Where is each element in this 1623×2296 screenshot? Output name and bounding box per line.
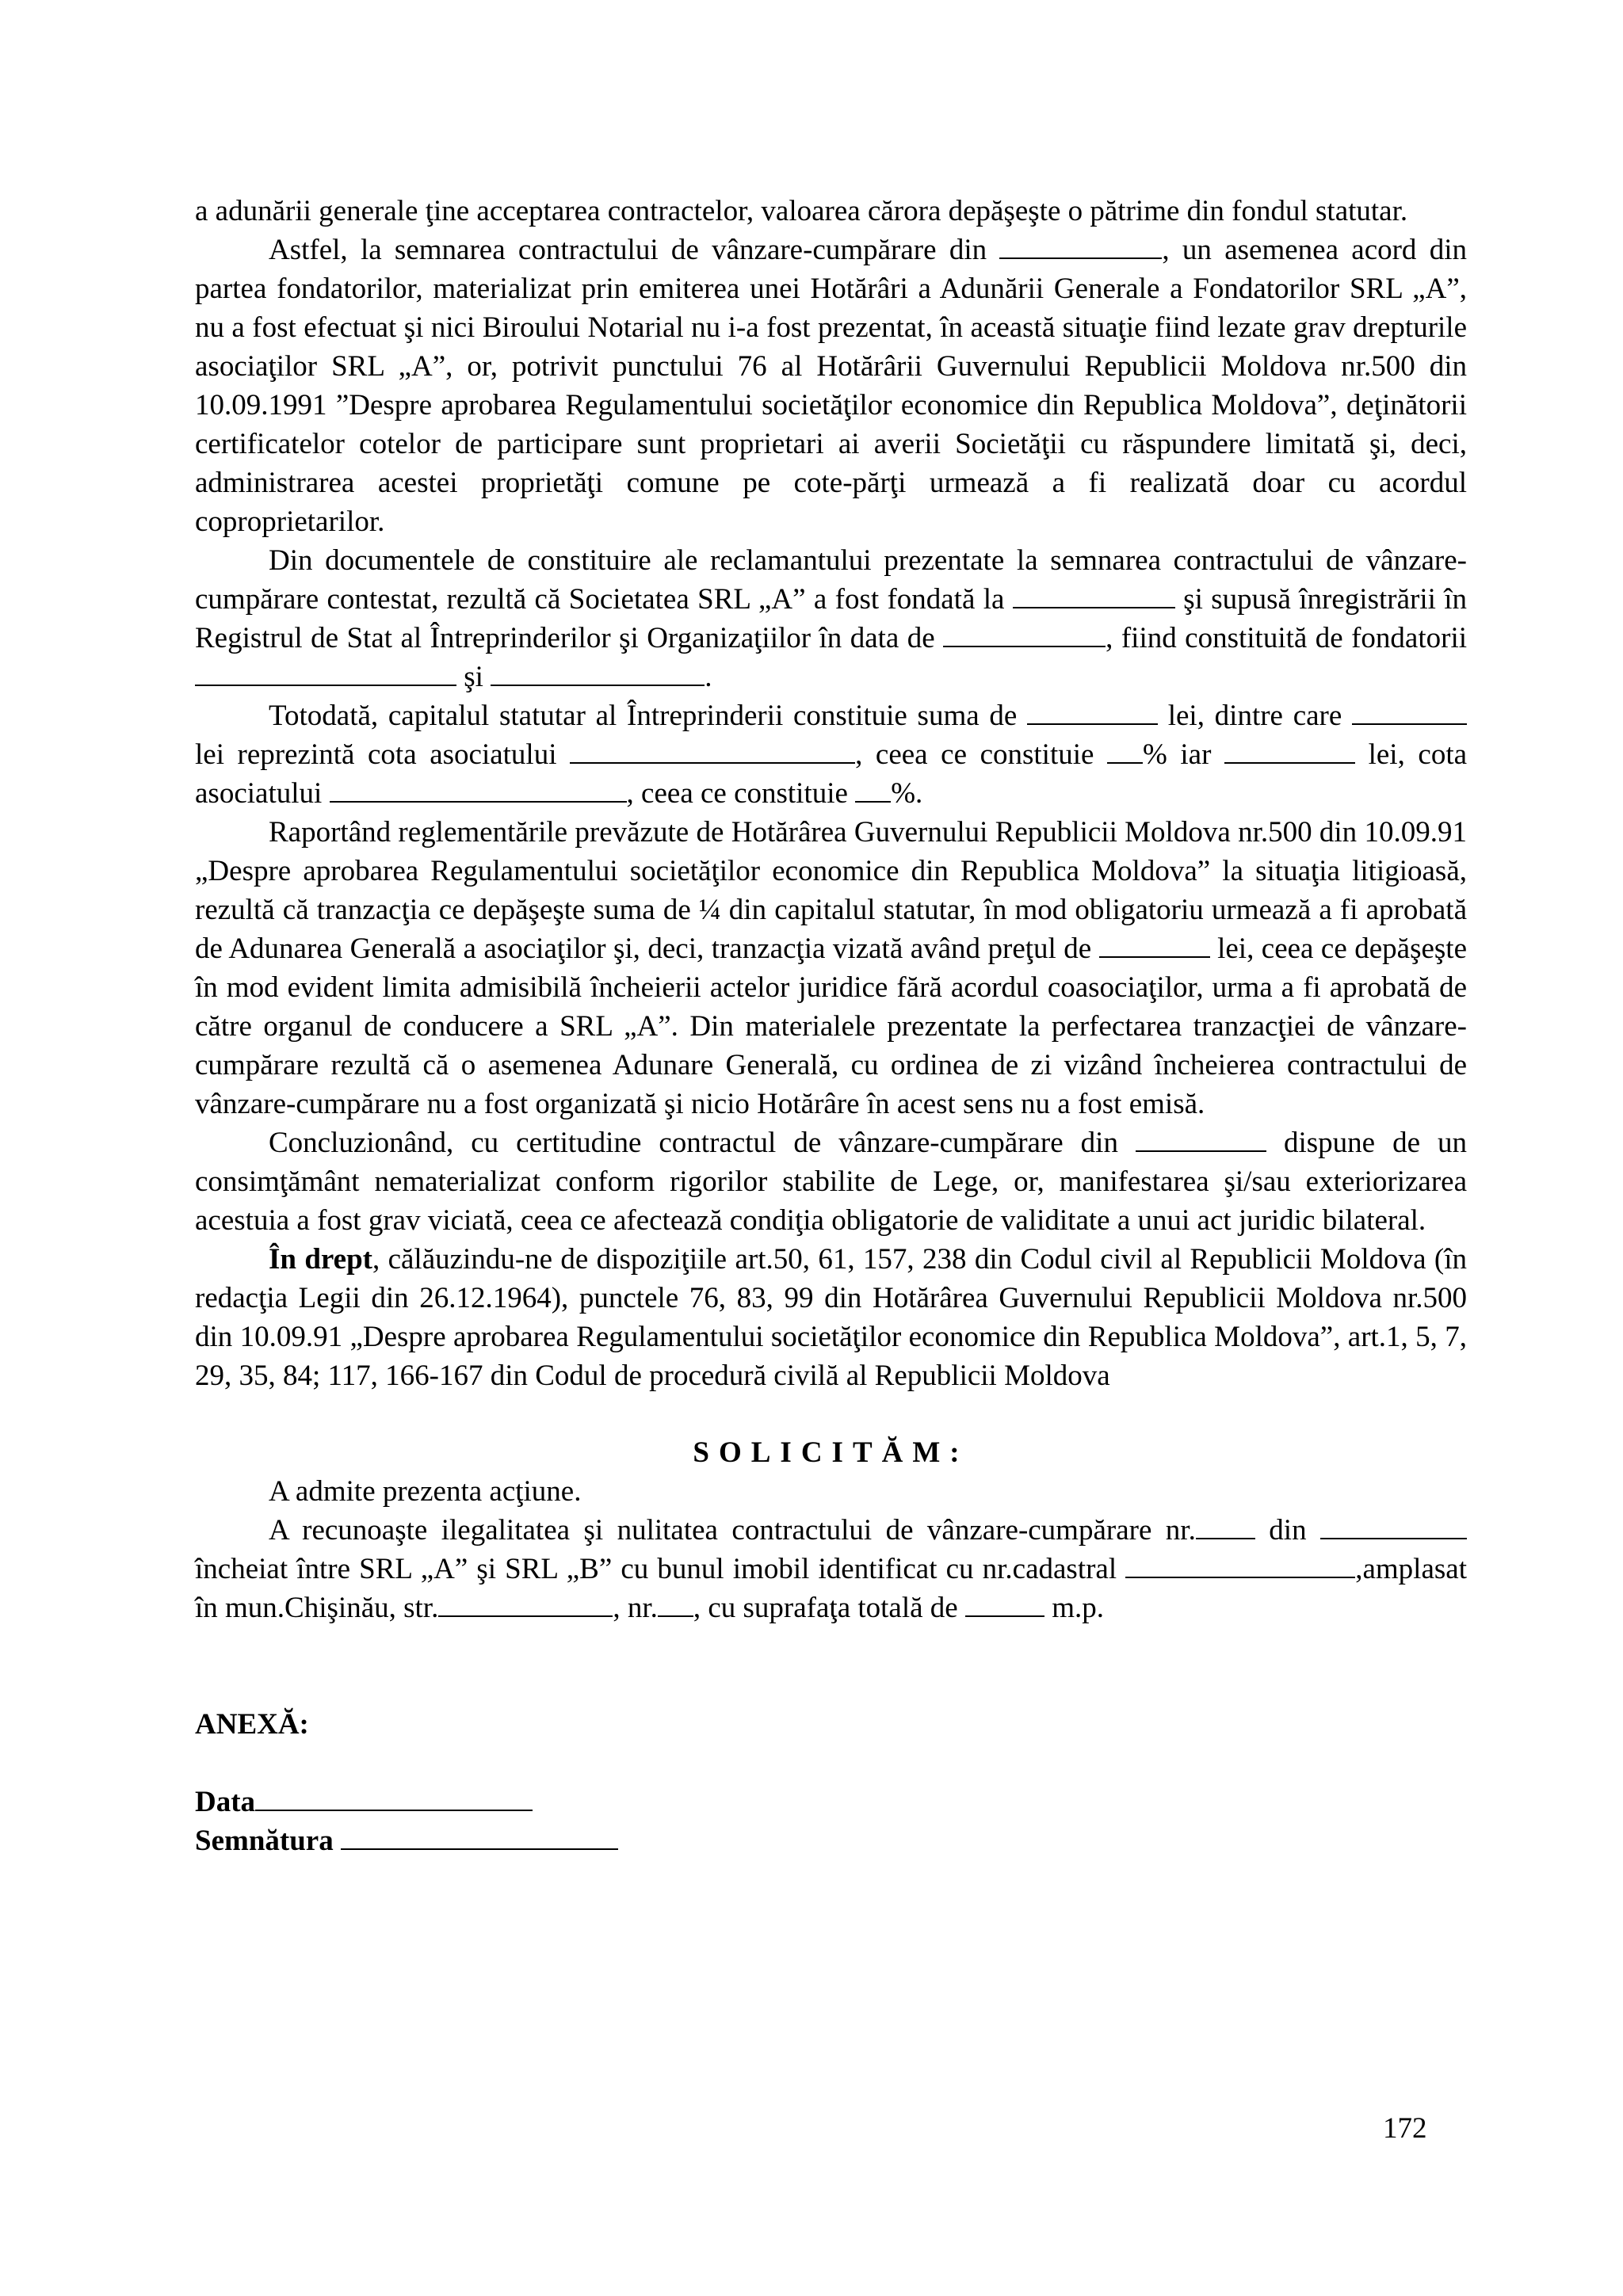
paragraph-text: Totodată, capitalul statutar al Întreprinderii constituie suma de	[269, 700, 1018, 732]
paragraph-text: m.p.	[1052, 1592, 1105, 1624]
annex-heading: ANEXĂ:	[195, 1708, 309, 1741]
blank-field-signing-date	[255, 1783, 533, 1811]
paragraph-text: din	[1269, 1514, 1307, 1547]
paragraph-text: Concluzionând, cu certitudine contractul de vânzare-cumpărare din	[269, 1127, 1118, 1159]
paragraph-text: .	[705, 661, 712, 693]
paragraph-text: , călăuzindu-ne de dispoziţiile art.50, 61, 157, 238 din Codul civil al Republicii Moldova (în redacţia Legii din 26.12.1964), punctele 76, 83, 99 din Hotărârea Guvernului Republicii Moldova nr.500 din 10.09.91 „Despre aprobarea Regulamentului societăţilor economice din Republica Moldova”, art.1, 5, 7, 29, 35, 84; 117, 166-167 din Codul de procedură civilă al Republicii Moldova	[195, 1243, 1467, 1392]
blank-field-founder-2	[491, 658, 705, 686]
paragraph-text: lei, ceea ce depăşeşte în mod evident limita admisibilă încheierii actelor juridice fără acordul coasociaţilor, urma a fi aprobată de către organul de conducere a SRL „A”. Din materialele prezentate la perfectarea tranzacţiei de vânzare-cumpărare rezultă că o asemenea Adunare Generală, cu ordinea de zi vizând încheierea contractului de vânzare-cumpărare nu a fost organizată şi nicio Hotărâre în acest sens nu a fost emisă.	[195, 933, 1467, 1120]
paragraph-text: , nr.	[613, 1592, 658, 1624]
blank-field-percent-1	[1107, 735, 1143, 764]
blank-field-contract-number	[1196, 1511, 1255, 1539]
blank-field-associate-2	[330, 774, 627, 803]
paragraph-signing-agreement	[195, 231, 1467, 541]
paragraph-text: , ceea ce constituie	[855, 738, 1094, 771]
blank-field-founding-date	[1013, 580, 1175, 608]
blank-field-percent-2	[855, 774, 891, 803]
paragraph-text: ,amplasat în mun.Chişinău, str.	[195, 1553, 1467, 1624]
blank-field-associate-1	[570, 735, 855, 764]
paragraph-text: A recunoaşte ilegalitatea şi nulitatea contractului de vânzare-cumpărare nr.	[269, 1514, 1196, 1547]
date-line	[195, 1783, 1467, 1821]
blank-field-cadastral-number	[1125, 1550, 1355, 1578]
paragraph-text: dispune de un consimţământ nematerializat conform rigorilor stabilite de Lege, or, manifestarea şi/sau exteriorizarea acestuia a fost grav viciată, ceea ce afectează condiţia obligatorie de validitate a unui act juridic bilateral.	[195, 1127, 1467, 1237]
date-label: Data	[195, 1786, 256, 1818]
paragraph-text: , ceea ce constituie	[626, 777, 848, 810]
signature-label: Semnătura	[195, 1825, 334, 1857]
paragraph-text: şi	[464, 661, 483, 693]
paragraph-text: , fiind constituită de fondatorii	[1106, 622, 1468, 654]
paragraph-legal-basis	[195, 1240, 1467, 1395]
document-page	[195, 192, 1467, 1860]
paragraph-share-capital	[195, 696, 1467, 813]
signature-line	[195, 1821, 1467, 1860]
paragraph-conclusion	[195, 1123, 1467, 1240]
blank-field-founder-1	[195, 658, 456, 686]
paragraph-text: şi supusă înregistrării în Registrul de Stat al Întreprinderilor şi Organizaţiilor în data de	[195, 583, 1468, 654]
blank-field-registration-date	[943, 619, 1106, 647]
paragraph-text: , cu suprafaţa totală de	[693, 1592, 958, 1624]
blank-field-share-amount-1	[1352, 696, 1467, 725]
paragraph-government-decision	[195, 813, 1467, 1123]
blank-field-street	[438, 1589, 613, 1617]
blank-field-house-number	[658, 1589, 693, 1617]
request-admit-action: A admite prezenta acţiune.	[269, 1475, 582, 1508]
section-heading-requests: SOLICITĂM:	[693, 1436, 969, 1469]
paragraph-text: Astfel, la semnarea contractului de vânzare-cumpărare din	[269, 234, 987, 266]
blank-field-capital-sum	[1027, 696, 1158, 725]
paragraph-text: , un asemenea acord din partea fondatorilor, materializat prin emiterea unei Hotărâri a Adunării Generale a Fondatorilor SRL „A”, nu a fost efectuat şi nici Biroului Notarial nu i-a fost prezentat, în această situaţie fiind lezate grav drepturile asociaţilor SRL „A”, or, potrivit punctului 76 al Hotărârii Guvernului Republicii Moldova nr.500 din 10.09.1991 ”Despre aprobarea Regulamentului societăţilor economice din Republica Moldova”, deţinătorii certificatelor cotelor de participare sunt proprietari ai averii Societăţii cu răspundere limitată şi, deci, administrarea acestei proprietăţi comune pe cote-părţi urmează a fi realizată doar cu acordul coproprietarilor.	[195, 234, 1467, 538]
paragraph-text: %.	[891, 777, 923, 810]
signature-block	[195, 1783, 1467, 1860]
paragraph-constitution-documents	[195, 541, 1467, 696]
blank-field-price	[1099, 929, 1210, 958]
blank-field-signature	[341, 1821, 618, 1850]
paragraph-text: încheiat între SRL „A” şi SRL „B” cu bunul imobil identificat cu nr.cadastral	[195, 1553, 1117, 1585]
blank-field-contract-date	[1136, 1123, 1266, 1152]
blank-field-area	[965, 1589, 1044, 1617]
paragraph-statute-clause: a adunării generale ţine acceptarea contractelor, valoarea cărora depăşeşte o pătrime din fondul statutar.	[195, 195, 1408, 227]
paragraph-text: Raportând reglementările prevăzute de Hotărârea Guvernului Republicii Moldova nr.500 din 10.09.91 „Despre aprobarea Regulamentului societăţilor economice din Republica Moldova” la situaţia litigioasă, rezultă că tranzacţia ce depăşeşte suma de ¼ din capitalul statutar, în mod obligatoriu urmează a fi aprobată de Adunarea Generală a asociaţilor şi, deci, tranzacţia vizată având preţul de	[195, 816, 1467, 965]
paragraph-text: lei reprezintă cota asociatului	[195, 738, 557, 771]
paragraph-text: lei, cota asociatului	[195, 738, 1468, 810]
blank-field-share-amount-2	[1224, 735, 1355, 764]
paragraph-text: Din documentele de constituire ale reclamantului prezentate la semnarea contractului de vânzare-cumpărare contestat, rezultă că Societatea SRL „A” a fost fondată la	[195, 544, 1467, 616]
legal-basis-label: În drept	[269, 1243, 372, 1276]
paragraph-text: lei, dintre care	[1167, 700, 1342, 732]
blank-field-date	[999, 231, 1162, 259]
paragraph-text: % iar	[1143, 738, 1212, 771]
request-annul-contract	[195, 1511, 1467, 1627]
page-number: 172	[1383, 2112, 1427, 2145]
blank-field-contract-date-2	[1320, 1511, 1467, 1539]
